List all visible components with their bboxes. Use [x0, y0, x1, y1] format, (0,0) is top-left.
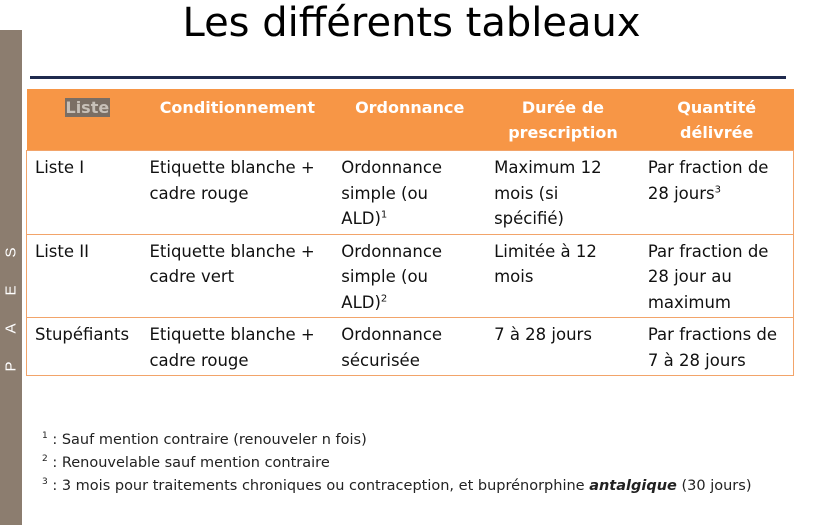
cell-liste: Liste I: [27, 151, 142, 235]
title-rule: [30, 76, 786, 79]
side-letter-p: P: [2, 361, 20, 372]
cell-conditionnement: Etiquette blanche + cadre rouge: [141, 151, 333, 235]
cell-ordonnance-text: Ordonnance simple (ou ALD): [341, 241, 443, 312]
footnote-ref: 1: [380, 209, 388, 221]
cell-quantite: Par fraction de 28 jour au maximum: [640, 234, 794, 318]
cell-ordonnance: Ordonnance sécurisée: [333, 318, 486, 376]
cell-conditionnement: Etiquette blanche + cadre rouge: [141, 318, 333, 376]
header-quantite: Quantité délivrée: [640, 89, 794, 151]
footnote-ref: 2: [380, 293, 388, 304]
header-conditionnement: Conditionnement: [141, 89, 333, 151]
cell-liste: Stupéfiants: [27, 318, 142, 376]
footnote-ref: 3: [714, 184, 721, 195]
table-header-row: [27, 89, 794, 151]
footnote-text: : Sauf mention contraire (renouveler n fois): [47, 432, 367, 448]
header-ordonnance: Ordonnance: [333, 89, 486, 151]
table-row: [27, 318, 794, 376]
side-letter-a: A: [2, 323, 20, 334]
cell-ordonnance: [333, 234, 486, 318]
cell-quantite: Par fractions de 7 à 28 jours: [640, 318, 794, 376]
header-duree: Durée de prescription: [486, 89, 640, 151]
lists-table: [26, 89, 794, 376]
footnote-1: [42, 429, 782, 452]
cell-ordonnance: [333, 151, 486, 235]
cell-quantite-text: Par fraction de 28 jours: [647, 158, 769, 203]
side-letters: [0, 245, 22, 397]
side-letter-e: E: [2, 285, 20, 296]
cell-liste: Liste II: [27, 234, 142, 318]
footnote-2: [42, 452, 782, 475]
footnote-text: : 3 mois pour traitements chroniques ou contraception, et buprénorphine: [47, 478, 590, 494]
cell-ordonnance-text: Ordonnance simple (ou ALD): [341, 158, 443, 228]
footnote-3: [42, 475, 782, 498]
footnote-marker: 2: [42, 454, 48, 465]
table-row: [27, 234, 794, 318]
footnotes: [42, 429, 782, 498]
cell-quantite: [640, 151, 794, 235]
table-row: [27, 151, 794, 235]
footnote-marker: 1: [42, 431, 48, 442]
side-letter-s: S: [2, 247, 20, 258]
page-title: Les différents tableaux: [182, 0, 641, 46]
cell-duree: Maximum 12 mois (si spécifié): [486, 151, 640, 235]
header-liste-label: Liste: [65, 98, 110, 117]
header-liste: [27, 89, 142, 151]
cell-duree: Limitée à 12 mois: [486, 234, 640, 318]
footnote-tail: (30 jours): [676, 478, 752, 494]
footnote-emphasis: antalgique: [589, 478, 677, 494]
cell-duree: 7 à 28 jours: [486, 318, 640, 376]
footnote-marker: 3: [42, 477, 48, 488]
footnote-text: : Renouvelable sauf mention contraire: [47, 455, 330, 471]
cell-conditionnement: Etiquette blanche + cadre vert: [141, 234, 333, 318]
